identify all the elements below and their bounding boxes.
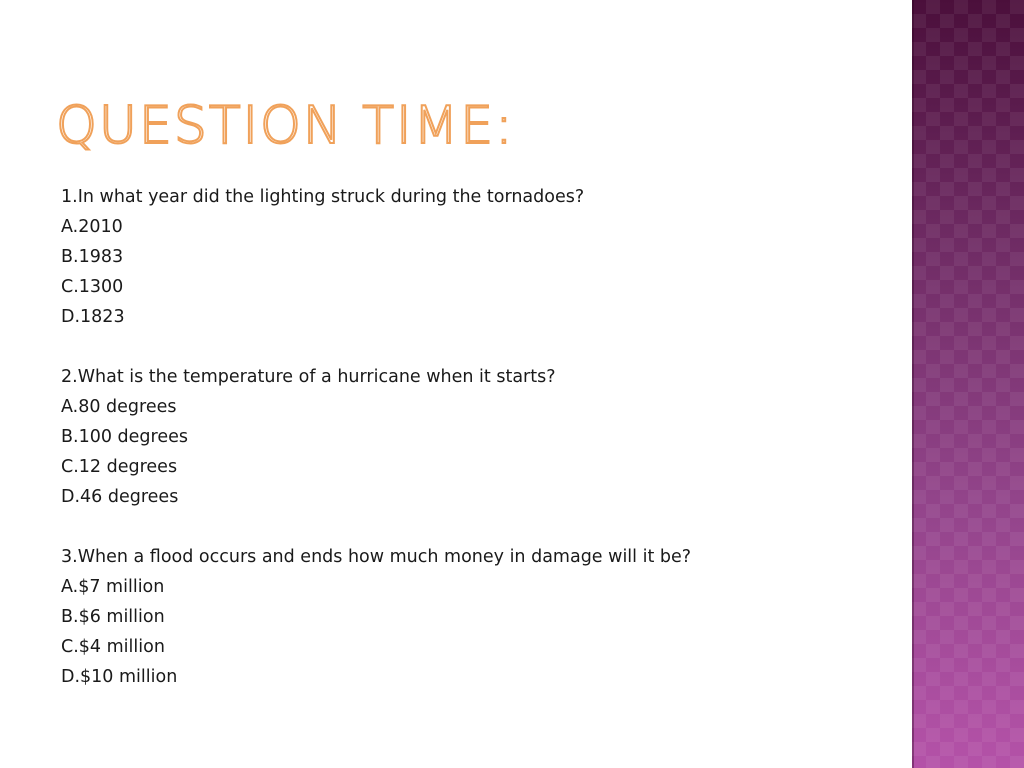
answer-option: B.1983 [61, 247, 124, 267]
question-2 [61, 362, 901, 512]
decorative-side-panel [912, 0, 1024, 768]
panel-edge [912, 0, 914, 768]
diamond-pattern [912, 0, 1024, 768]
answer-option: C.1300 [61, 277, 124, 297]
question-prompt: 2.What is the temperature of a hurricane when it starts? [61, 367, 556, 387]
answer-option: C.$4 million [61, 637, 165, 657]
question-3 [61, 542, 901, 692]
question-prompt: 3.When a flood occurs and ends how much money in damage will it be? [61, 547, 692, 567]
question-1 [61, 182, 901, 332]
answer-option: D.1823 [61, 307, 125, 327]
answer-option: B.100 degrees [61, 427, 188, 447]
answer-option: C.12 degrees [61, 457, 178, 477]
question-list [61, 182, 901, 722]
answer-option: D.$10 million [61, 667, 178, 687]
answer-option: A.2010 [61, 217, 123, 237]
answer-option: D.46 degrees [61, 487, 179, 507]
answer-option: A.80 degrees [61, 397, 177, 417]
slide-title: QUESTION TIME: [56, 96, 515, 156]
answer-option: A.$7 million [61, 577, 165, 597]
question-prompt: 1.In what year did the lighting struck during the tornadoes? [61, 187, 585, 207]
answer-option: B.$6 million [61, 607, 165, 627]
